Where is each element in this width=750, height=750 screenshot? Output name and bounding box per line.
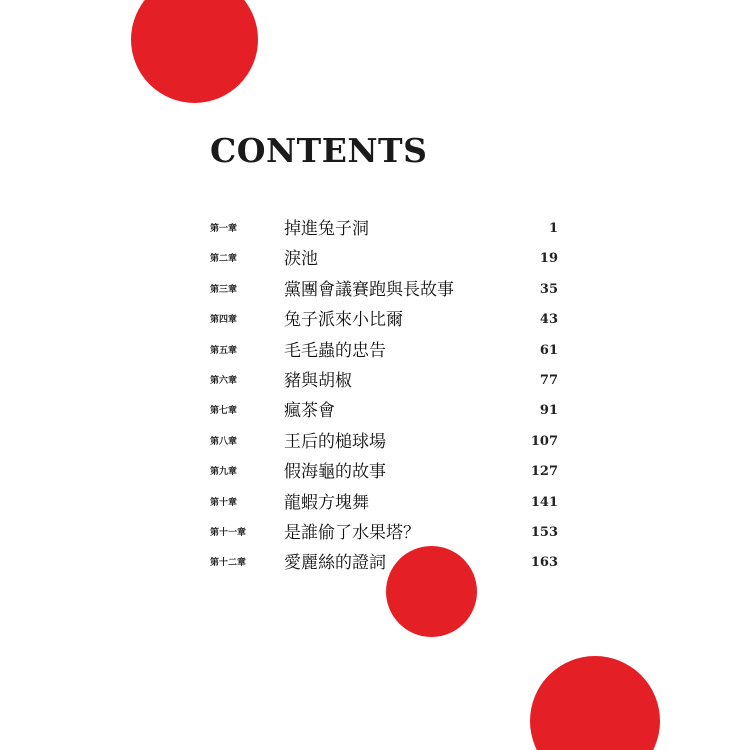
toc-row (210, 457, 558, 487)
page-number: 163 (530, 555, 558, 571)
page-number: 77 (539, 372, 558, 388)
chapter-number: 第十二章 (210, 558, 247, 569)
page-number: 61 (539, 342, 558, 358)
toc-row (210, 244, 558, 274)
chapter-number: 第四章 (210, 315, 238, 326)
page-number: 141 (530, 494, 558, 510)
toc-row (210, 214, 558, 244)
chapter-title: 豬與胡椒 (284, 370, 352, 391)
contents-heading: CONTENTS (210, 131, 428, 170)
chapter-number: 第七章 (210, 406, 238, 417)
page-number: 35 (539, 281, 558, 297)
chapter-number: 第八章 (210, 436, 238, 447)
page-number: 153 (530, 524, 558, 540)
page-number: 107 (530, 433, 558, 449)
page-number: 43 (539, 312, 558, 328)
table-of-contents (210, 214, 558, 579)
toc-row (210, 396, 558, 426)
toc-row (210, 427, 558, 457)
chapter-number: 第二章 (210, 254, 238, 265)
toc-row (210, 548, 558, 578)
chapter-title: 瘋茶會 (284, 401, 335, 422)
toc-row (210, 366, 558, 396)
red-circle-top (131, 0, 258, 103)
red-circle-bottom (530, 656, 660, 750)
toc-row (210, 518, 558, 548)
chapter-number: 第九章 (210, 467, 238, 478)
chapter-title: 毛毛蟲的忠告 (284, 340, 386, 361)
red-circle-middle (386, 546, 477, 637)
toc-row (210, 336, 558, 366)
page-number: 91 (539, 403, 558, 419)
chapter-number: 第十章 (210, 497, 238, 508)
toc-row (210, 488, 558, 518)
chapter-title: 黨團會議賽跑與長故事 (284, 279, 454, 300)
toc-row (210, 275, 558, 305)
chapter-number: 第六章 (210, 375, 238, 386)
chapter-title: 王后的槌球場 (284, 431, 386, 452)
chapter-number: 第十一章 (210, 527, 247, 538)
chapter-title: 愛麗絲的證詞 (284, 553, 386, 574)
page-number: 19 (539, 251, 558, 267)
chapter-title: 兔子派來小比爾 (284, 310, 403, 331)
chapter-number: 第五章 (210, 345, 238, 356)
chapter-title: 是誰偷了水果塔？ (284, 522, 420, 543)
chapter-title: 假海龜的故事 (284, 462, 386, 483)
chapter-title: 龍蝦方塊舞 (284, 492, 369, 513)
chapter-title: 淚池 (284, 249, 318, 270)
chapter-number: 第一章 (210, 224, 238, 234)
page-number: 1 (548, 221, 558, 236)
toc-row (210, 305, 558, 335)
chapter-number: 第三章 (210, 284, 238, 295)
page-number: 127 (530, 464, 558, 480)
chapter-title: 掉進兔子洞 (284, 219, 369, 239)
